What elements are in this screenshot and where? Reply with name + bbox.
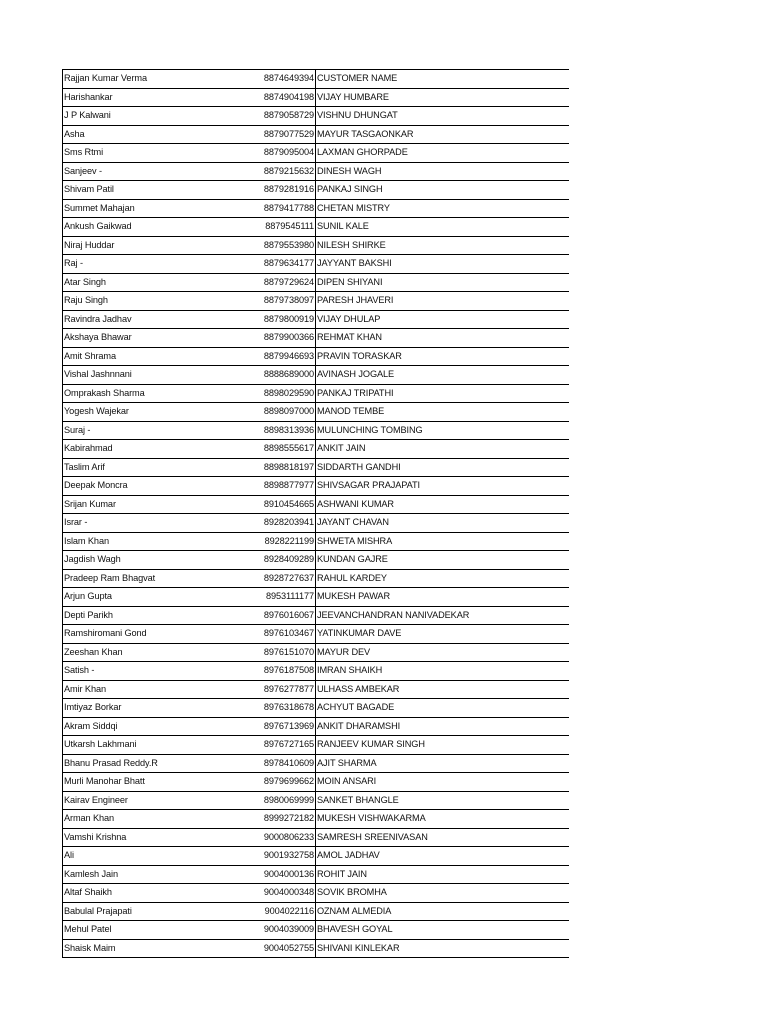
table-row <box>63 458 569 477</box>
phone-number-cell: 8976151070 <box>255 643 316 662</box>
table-row <box>63 699 569 718</box>
contact-name-cell: Atar Singh <box>63 273 255 292</box>
table-row <box>63 810 569 829</box>
phone-number-cell: 8879634177 <box>255 255 316 274</box>
phone-number-cell: 8976103467 <box>255 625 316 644</box>
table-row <box>63 329 569 348</box>
phone-number-cell: 8879946693 <box>255 347 316 366</box>
table-row <box>63 273 569 292</box>
customer-name-cell: AJIT SHARMA <box>316 754 569 773</box>
customer-name-cell: VISHNU DHUNGAT <box>316 107 569 126</box>
phone-number-cell: 8898029590 <box>255 384 316 403</box>
customer-name-cell: AVINASH JOGALE <box>316 366 569 385</box>
table-row <box>63 181 569 200</box>
table-row <box>63 865 569 884</box>
contact-name-cell: Kabirahmad <box>63 440 255 459</box>
customer-name-cell: VIJAY HUMBARE <box>316 88 569 107</box>
contact-name-cell: Jagdish Wagh <box>63 551 255 570</box>
phone-number-cell: 8976727165 <box>255 736 316 755</box>
contact-name-cell: Murli Manohar Bhatt <box>63 773 255 792</box>
contact-name-cell: Kairav Engineer <box>63 791 255 810</box>
customer-name-cell: CHETAN MISTRY <box>316 199 569 218</box>
customer-name-cell: MUKESH PAWAR <box>316 588 569 607</box>
customer-name-cell: RANJEEV KUMAR SINGH <box>316 736 569 755</box>
contacts-table-body <box>63 70 569 958</box>
phone-number-cell: 8874649394 <box>255 70 316 89</box>
contact-name-cell: Suraj - <box>63 421 255 440</box>
phone-number-cell: 8979699662 <box>255 773 316 792</box>
customer-name-cell: MOIN ANSARI <box>316 773 569 792</box>
contact-name-cell: Omprakash Sharma <box>63 384 255 403</box>
table-row <box>63 625 569 644</box>
contact-name-cell: Pradeep Ram Bhagvat <box>63 569 255 588</box>
phone-number-cell: 8879095004 <box>255 144 316 163</box>
phone-number-cell: 8879281916 <box>255 181 316 200</box>
customer-name-cell: ROHIT JAIN <box>316 865 569 884</box>
contact-name-cell: Summet Mahajan <box>63 199 255 218</box>
phone-number-cell: 8910454665 <box>255 495 316 514</box>
table-row <box>63 921 569 940</box>
table-row <box>63 88 569 107</box>
phone-number-cell: 8928409289 <box>255 551 316 570</box>
phone-number-cell: 9001932758 <box>255 847 316 866</box>
contact-name-cell: Satish - <box>63 662 255 681</box>
customer-name-cell: REHMAT KHAN <box>316 329 569 348</box>
customer-name-cell: MAYUR DEV <box>316 643 569 662</box>
customer-name-cell: SIDDARTH GANDHI <box>316 458 569 477</box>
customer-name-cell: MANOD TEMBE <box>316 403 569 422</box>
customer-name-cell: MUKESH VISHWAKARMA <box>316 810 569 829</box>
contact-name-cell: Ravindra Jadhav <box>63 310 255 329</box>
table-row <box>63 569 569 588</box>
contact-name-cell: Sms Rtmi <box>63 144 255 163</box>
phone-number-cell: 8976318678 <box>255 699 316 718</box>
table-row <box>63 440 569 459</box>
table-row <box>63 421 569 440</box>
phone-number-cell: 8976187508 <box>255 662 316 681</box>
contact-name-cell: Amit Shrama <box>63 347 255 366</box>
phone-number-cell: 8879417788 <box>255 199 316 218</box>
table-row <box>63 939 569 958</box>
table-row <box>63 218 569 237</box>
contact-name-cell: Vishal Jashnnani <box>63 366 255 385</box>
phone-number-cell: 8898877977 <box>255 477 316 496</box>
table-row <box>63 199 569 218</box>
table-row <box>63 310 569 329</box>
phone-number-cell: 8879729624 <box>255 273 316 292</box>
phone-number-cell: 8874904198 <box>255 88 316 107</box>
table-row <box>63 847 569 866</box>
table-row <box>63 403 569 422</box>
contact-name-cell: Utkarsh Lakhmani <box>63 736 255 755</box>
phone-number-cell: 8879077529 <box>255 125 316 144</box>
contact-name-cell: Mehul Patel <box>63 921 255 940</box>
contact-name-cell: Imtiyaz Borkar <box>63 699 255 718</box>
table-row <box>63 495 569 514</box>
table-row <box>63 477 569 496</box>
phone-number-cell: 8898818197 <box>255 458 316 477</box>
phone-number-cell: 8879800919 <box>255 310 316 329</box>
table-row <box>63 680 569 699</box>
customer-name-cell: NILESH SHIRKE <box>316 236 569 255</box>
phone-number-cell: 8879900366 <box>255 329 316 348</box>
table-row <box>63 643 569 662</box>
table-row <box>63 384 569 403</box>
customer-name-cell: PANKAJ SINGH <box>316 181 569 200</box>
customer-name-cell: KUNDAN GAJRE <box>316 551 569 570</box>
contact-name-cell: Taslim Arif <box>63 458 255 477</box>
phone-number-cell: 8928727637 <box>255 569 316 588</box>
customer-name-cell: ASHWANI KUMAR <box>316 495 569 514</box>
contact-name-cell: Akram Siddqi <box>63 717 255 736</box>
contact-name-cell: Altaf Shaikh <box>63 884 255 903</box>
phone-number-cell: 8898313936 <box>255 421 316 440</box>
contact-name-cell: Ankush Gaikwad <box>63 218 255 237</box>
customer-name-cell: DINESH WAGH <box>316 162 569 181</box>
table-row <box>63 532 569 551</box>
table-row <box>63 551 569 570</box>
phone-number-cell: 8928221199 <box>255 532 316 551</box>
phone-number-cell: 8879553980 <box>255 236 316 255</box>
customer-name-cell: MAYUR TASGAONKAR <box>316 125 569 144</box>
table-row <box>63 347 569 366</box>
customer-name-cell: RAHUL KARDEY <box>316 569 569 588</box>
phone-number-cell: 8976713969 <box>255 717 316 736</box>
customer-name-cell: LAXMAN GHORPADE <box>316 144 569 163</box>
table-row <box>63 717 569 736</box>
contact-name-cell: Vamshi Krishna <box>63 828 255 847</box>
contact-name-cell: Rajjan Kumar Verma <box>63 70 255 89</box>
contacts-table <box>62 69 569 958</box>
contact-name-cell: Raju Singh <box>63 292 255 311</box>
table-row <box>63 70 569 89</box>
contact-name-cell: Amir Khan <box>63 680 255 699</box>
contact-name-cell: Arman Khan <box>63 810 255 829</box>
table-row <box>63 902 569 921</box>
table-row <box>63 588 569 607</box>
contact-name-cell: Kamlesh Jain <box>63 865 255 884</box>
phone-number-cell: 9004039009 <box>255 921 316 940</box>
table-row <box>63 754 569 773</box>
table-row <box>63 292 569 311</box>
table-row <box>63 773 569 792</box>
phone-number-cell: 9000806233 <box>255 828 316 847</box>
table-row <box>63 255 569 274</box>
table-row <box>63 662 569 681</box>
customer-name-cell: SUNIL KALE <box>316 218 569 237</box>
customer-name-cell: ACHYUT BAGADE <box>316 699 569 718</box>
customer-name-cell: MULUNCHING TOMBING <box>316 421 569 440</box>
contact-name-cell: Zeeshan Khan <box>63 643 255 662</box>
phone-number-cell: 9004000348 <box>255 884 316 903</box>
customer-name-cell: ANKIT JAIN <box>316 440 569 459</box>
phone-number-cell: 8879545111 <box>255 218 316 237</box>
contact-name-cell: Ali <box>63 847 255 866</box>
customer-name-cell: SHIVSAGAR PRAJAPATI <box>316 477 569 496</box>
phone-number-cell: 8976016067 <box>255 606 316 625</box>
table-row <box>63 236 569 255</box>
phone-number-cell: 8888689000 <box>255 366 316 385</box>
phone-number-cell: 8879738097 <box>255 292 316 311</box>
phone-number-cell: 9004022116 <box>255 902 316 921</box>
table-row <box>63 162 569 181</box>
contact-name-cell: J P Kalwani <box>63 107 255 126</box>
contact-name-cell: Arjun Gupta <box>63 588 255 607</box>
table-row <box>63 606 569 625</box>
customer-name-cell: JAYANT CHAVAN <box>316 514 569 533</box>
customer-name-cell: AMOL JADHAV <box>316 847 569 866</box>
phone-number-cell: 8999272182 <box>255 810 316 829</box>
customer-name-cell: DIPEN SHIYANI <box>316 273 569 292</box>
contact-name-cell: Akshaya Bhawar <box>63 329 255 348</box>
contact-name-cell: Deepak Moncra <box>63 477 255 496</box>
phone-number-cell: 8879058729 <box>255 107 316 126</box>
table-row <box>63 884 569 903</box>
table-row <box>63 736 569 755</box>
customer-name-cell: SOVIK BROMHA <box>316 884 569 903</box>
phone-number-cell: 8980069999 <box>255 791 316 810</box>
customer-name-cell: SANKET BHANGLE <box>316 791 569 810</box>
contact-name-cell: Sanjeev - <box>63 162 255 181</box>
customer-name-cell: ULHASS AMBEKAR <box>316 680 569 699</box>
customer-name-cell: ANKIT DHARAMSHI <box>316 717 569 736</box>
contact-name-cell: Niraj Huddar <box>63 236 255 255</box>
phone-number-cell: 8898555617 <box>255 440 316 459</box>
phone-number-cell: 8976277877 <box>255 680 316 699</box>
customer-name-cell: OZNAM ALMEDIA <box>316 902 569 921</box>
customer-name-cell: JAYYANT BAKSHI <box>316 255 569 274</box>
contact-name-cell: Babulal Prajapati <box>63 902 255 921</box>
customer-name-cell: VIJAY DHULAP <box>316 310 569 329</box>
phone-number-cell: 8953111177 <box>255 588 316 607</box>
contact-name-cell: Srijan Kumar <box>63 495 255 514</box>
customer-name-cell: CUSTOMER NAME <box>316 70 569 89</box>
contact-name-cell: Israr - <box>63 514 255 533</box>
table-row <box>63 366 569 385</box>
table-row <box>63 107 569 126</box>
contact-name-cell: Raj - <box>63 255 255 274</box>
phone-number-cell: 8928203941 <box>255 514 316 533</box>
table-row <box>63 125 569 144</box>
phone-number-cell: 9004000136 <box>255 865 316 884</box>
customer-name-cell: BHAVESH GOYAL <box>316 921 569 940</box>
customer-name-cell: YATINKUMAR DAVE <box>316 625 569 644</box>
contact-name-cell: Shivam Patil <box>63 181 255 200</box>
table-row <box>63 514 569 533</box>
customer-name-cell: IMRAN SHAIKH <box>316 662 569 681</box>
phone-number-cell: 8879215632 <box>255 162 316 181</box>
contact-name-cell: Asha <box>63 125 255 144</box>
customer-name-cell: PARESH JHAVERI <box>316 292 569 311</box>
contact-name-cell: Islam Khan <box>63 532 255 551</box>
contact-name-cell: Ramshiromani Gond <box>63 625 255 644</box>
customer-name-cell: PANKAJ TRIPATHI <box>316 384 569 403</box>
table-row <box>63 791 569 810</box>
customer-name-cell: PRAVIN TORASKAR <box>316 347 569 366</box>
customer-name-cell: SHIVANI KINLEKAR <box>316 939 569 958</box>
phone-number-cell: 8898097000 <box>255 403 316 422</box>
contact-name-cell: Bhanu Prasad Reddy.R <box>63 754 255 773</box>
table-row <box>63 828 569 847</box>
contact-name-cell: Depti Parikh <box>63 606 255 625</box>
contact-name-cell: Yogesh Wajekar <box>63 403 255 422</box>
customer-name-cell: JEEVANCHANDRAN NANIVADEKAR <box>316 606 569 625</box>
customer-name-cell: SHWETA MISHRA <box>316 532 569 551</box>
contact-name-cell: Harishankar <box>63 88 255 107</box>
contact-name-cell: Shaisk Maim <box>63 939 255 958</box>
table-row <box>63 144 569 163</box>
phone-number-cell: 8978410609 <box>255 754 316 773</box>
customer-name-cell: SAMRESH SREENIVASAN <box>316 828 569 847</box>
phone-number-cell: 9004052755 <box>255 939 316 958</box>
